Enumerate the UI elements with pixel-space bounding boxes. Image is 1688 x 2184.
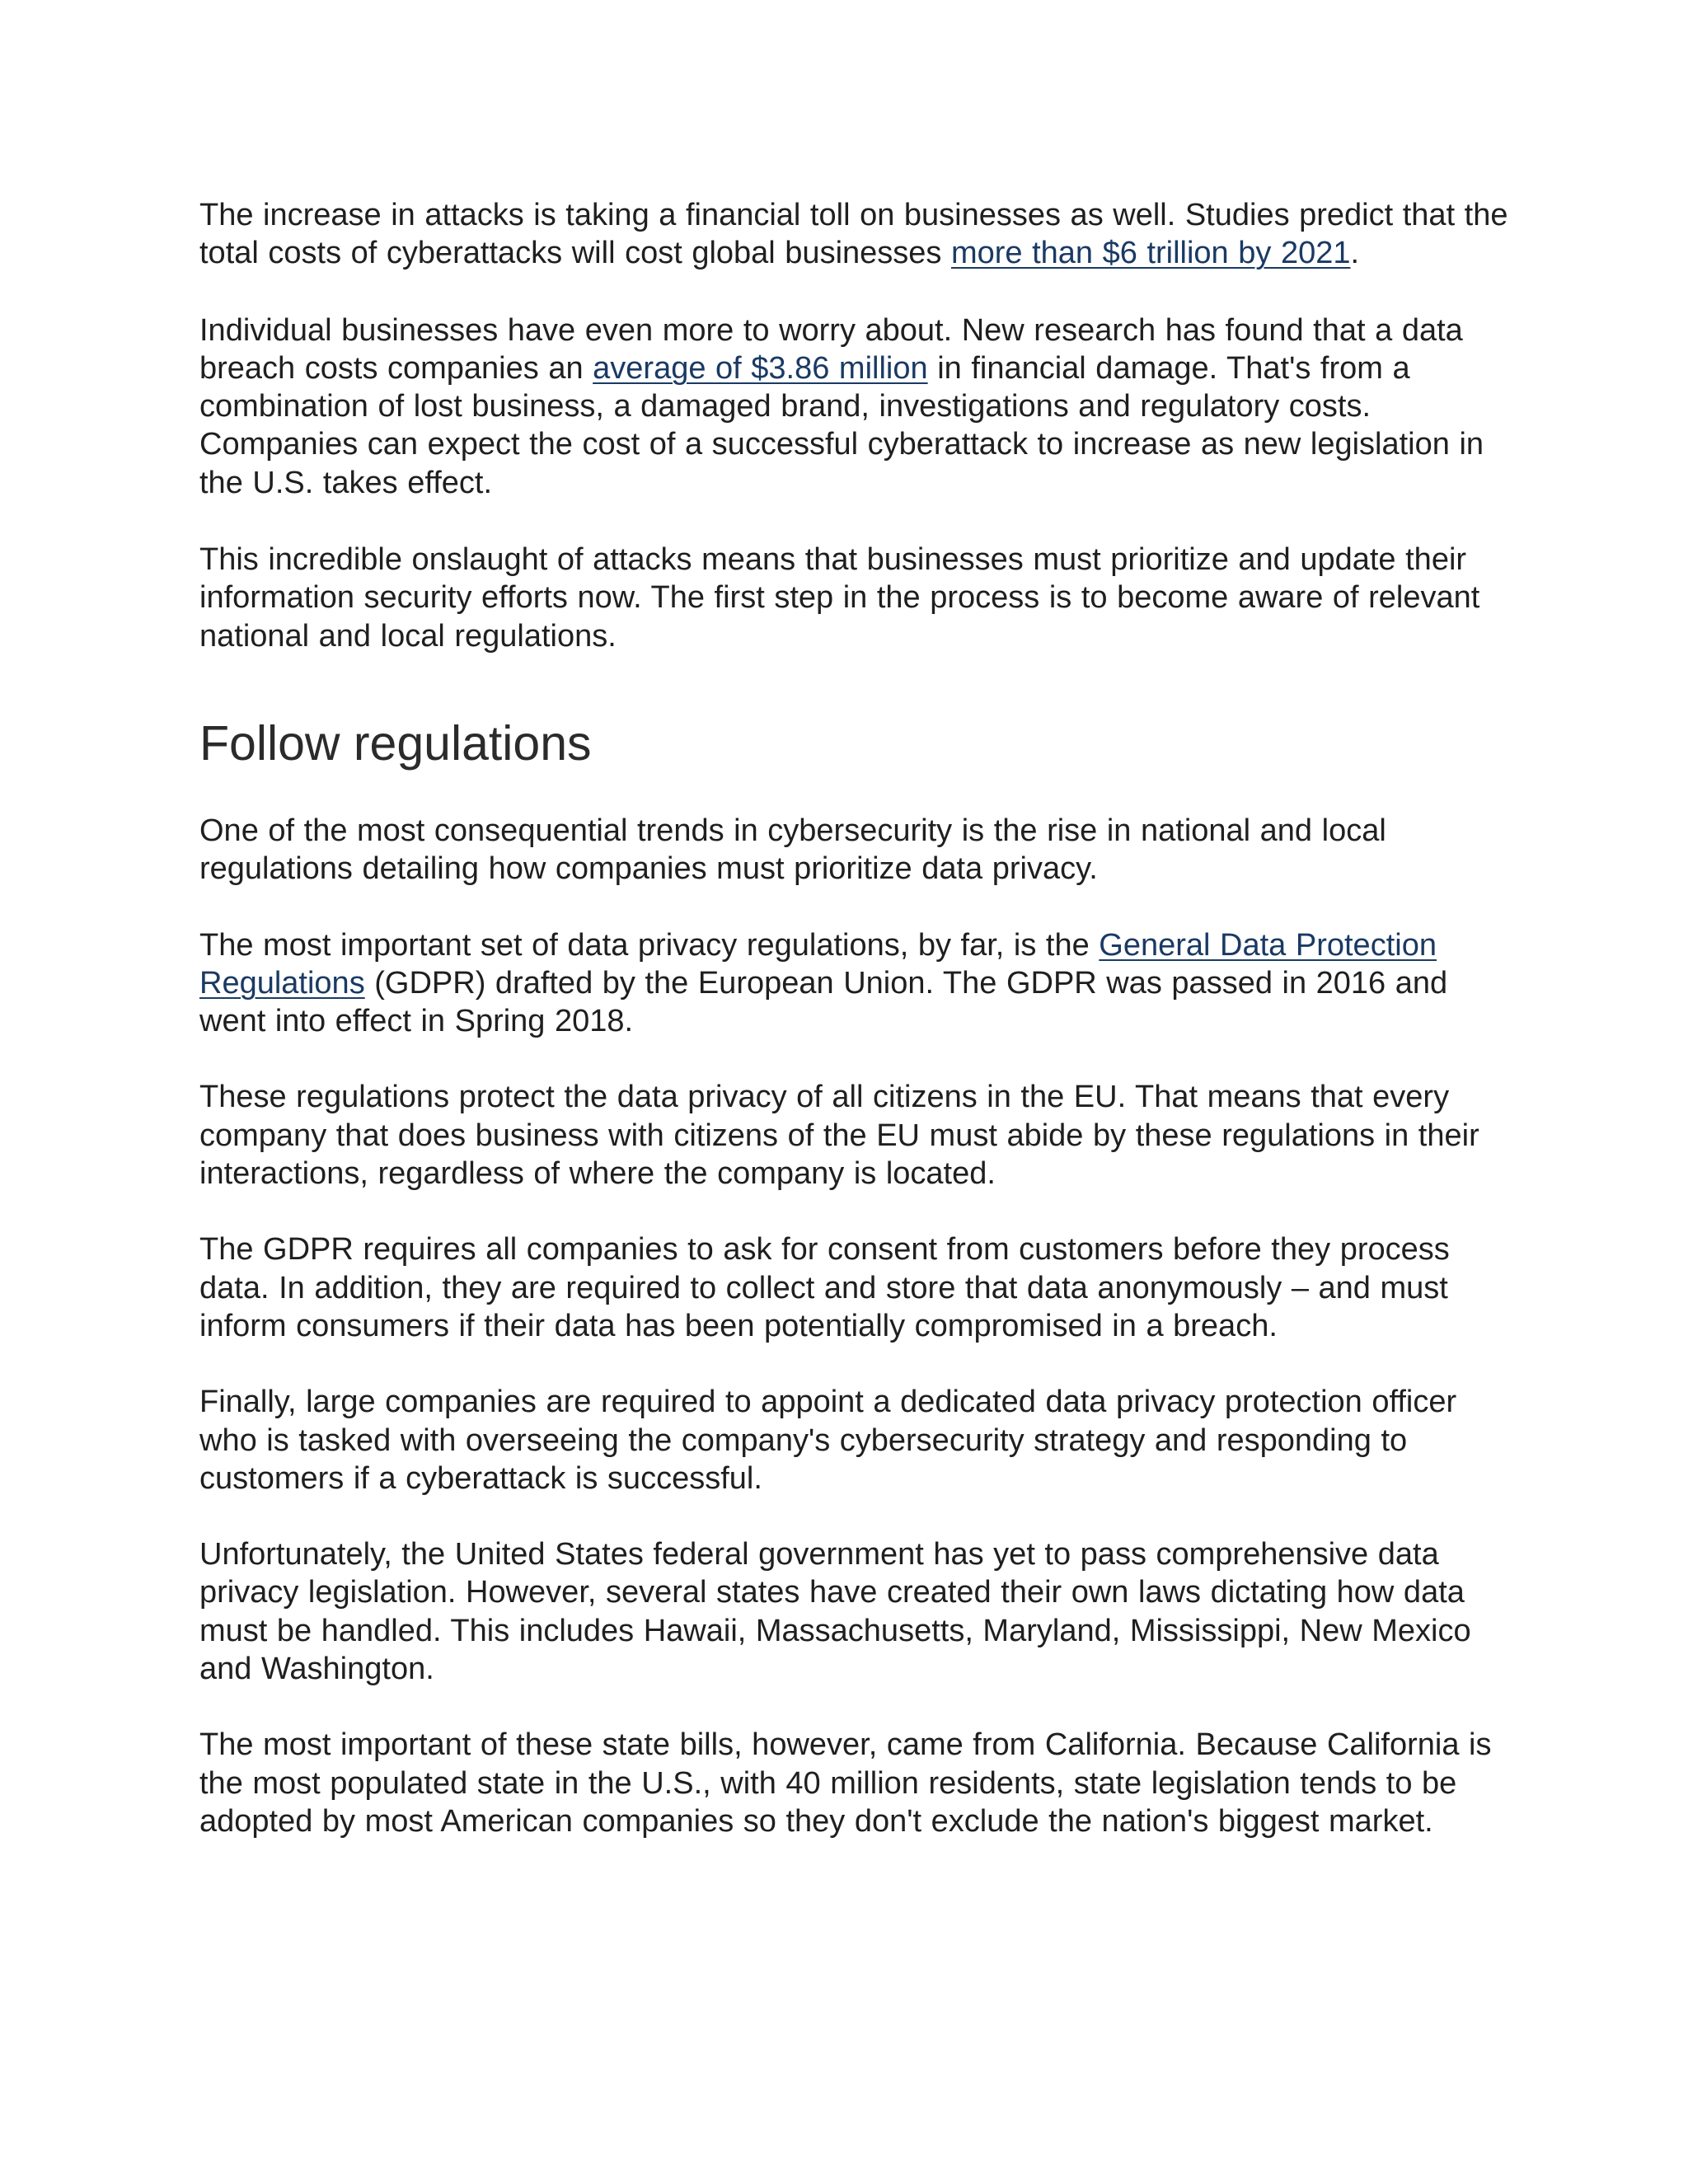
paragraph-consent: The GDPR requires all companies to ask for consent from customers before they process data. In addition, they are required to collect and store that data anonymously – and must inform consumers if their data has been potentially compromised in a breach. — [199, 1232, 1450, 1343]
paragraph-financial-toll — [199, 196, 1518, 273]
paragraph-eu-citizens: These regulations protect the data privacy of all citizens in the EU. That means that every company that does business with citizens of the EU must abide by these regulations in their interactions, regardless of where the company is located. — [199, 1080, 1479, 1192]
paragraph-onslaught: This incredible onslaught of attacks means that businesses must prioritize and update their information security efforts now. The first step in the process is to become aware of relevant national and local regulations. — [199, 542, 1480, 654]
paragraph-text: The increase in attacks is taking a financial toll on businesses as well. Studies predict that the total costs of cyberattacks will cost global businesses — [199, 198, 1508, 271]
paragraph-gdpr — [199, 926, 1518, 1041]
paragraph-text: . — [1350, 236, 1360, 271]
document-body — [199, 196, 1518, 1840]
paragraph-text: (GDPR) drafted by the European Union. The GDPR was passed in 2016 and went into effect in Spring 2018. — [199, 965, 1448, 1039]
paragraph-text: The most important set of data privacy regulations, by far, is the — [199, 927, 1100, 963]
paragraph-text: Individual businesses have even more to worry about. New research has found that a data breach costs companies an — [199, 312, 1463, 386]
paragraph-us-legislation: Unfortunately, the United States federal government has yet to pass comprehensive data privacy legislation. However, several states have created their own laws dictating how data must be handled. This includes Hawaii, Massachusetts, Maryland, Mississippi, New Mexico and Washington. — [199, 1537, 1471, 1687]
paragraph-regulation-trends: One of the most consequential trends in cybersecurity is the rise in national and local regulations detailing how companies must prioritize data privacy. — [199, 813, 1386, 887]
paragraph-protection-officer: Finally, large companies are required to appoint a dedicated data privacy protection officer who is tasked with overseeing the company's cybersecurity strategy and responding to customers if a cyberattack is successful. — [199, 1385, 1457, 1496]
section-heading: Follow regulations — [199, 715, 592, 771]
link-average-cost[interactable]: average of $3.86 million — [593, 350, 928, 386]
link-gdpr[interactable]: General Data Protection Regulations — [199, 927, 1437, 1001]
paragraph-california: The most important of these state bills, however, came from California. Because California is the most populated state in the U.S., with 40 million residents, state legislation tends to be adopted by most American companies so they don't exclude the nation's biggest market. — [199, 1727, 1492, 1839]
link-6-trillion[interactable]: more than $6 trillion by 2021 — [950, 236, 1351, 271]
paragraph-text: in financial damage. That's from a combination of lost business, a damaged brand, investigations and regulatory costs. Companies can expect the cost of a successful cyberattack to increase as new legislation in the U.S. takes effect. — [199, 350, 1484, 500]
paragraph-data-breach-cost — [199, 312, 1518, 502]
